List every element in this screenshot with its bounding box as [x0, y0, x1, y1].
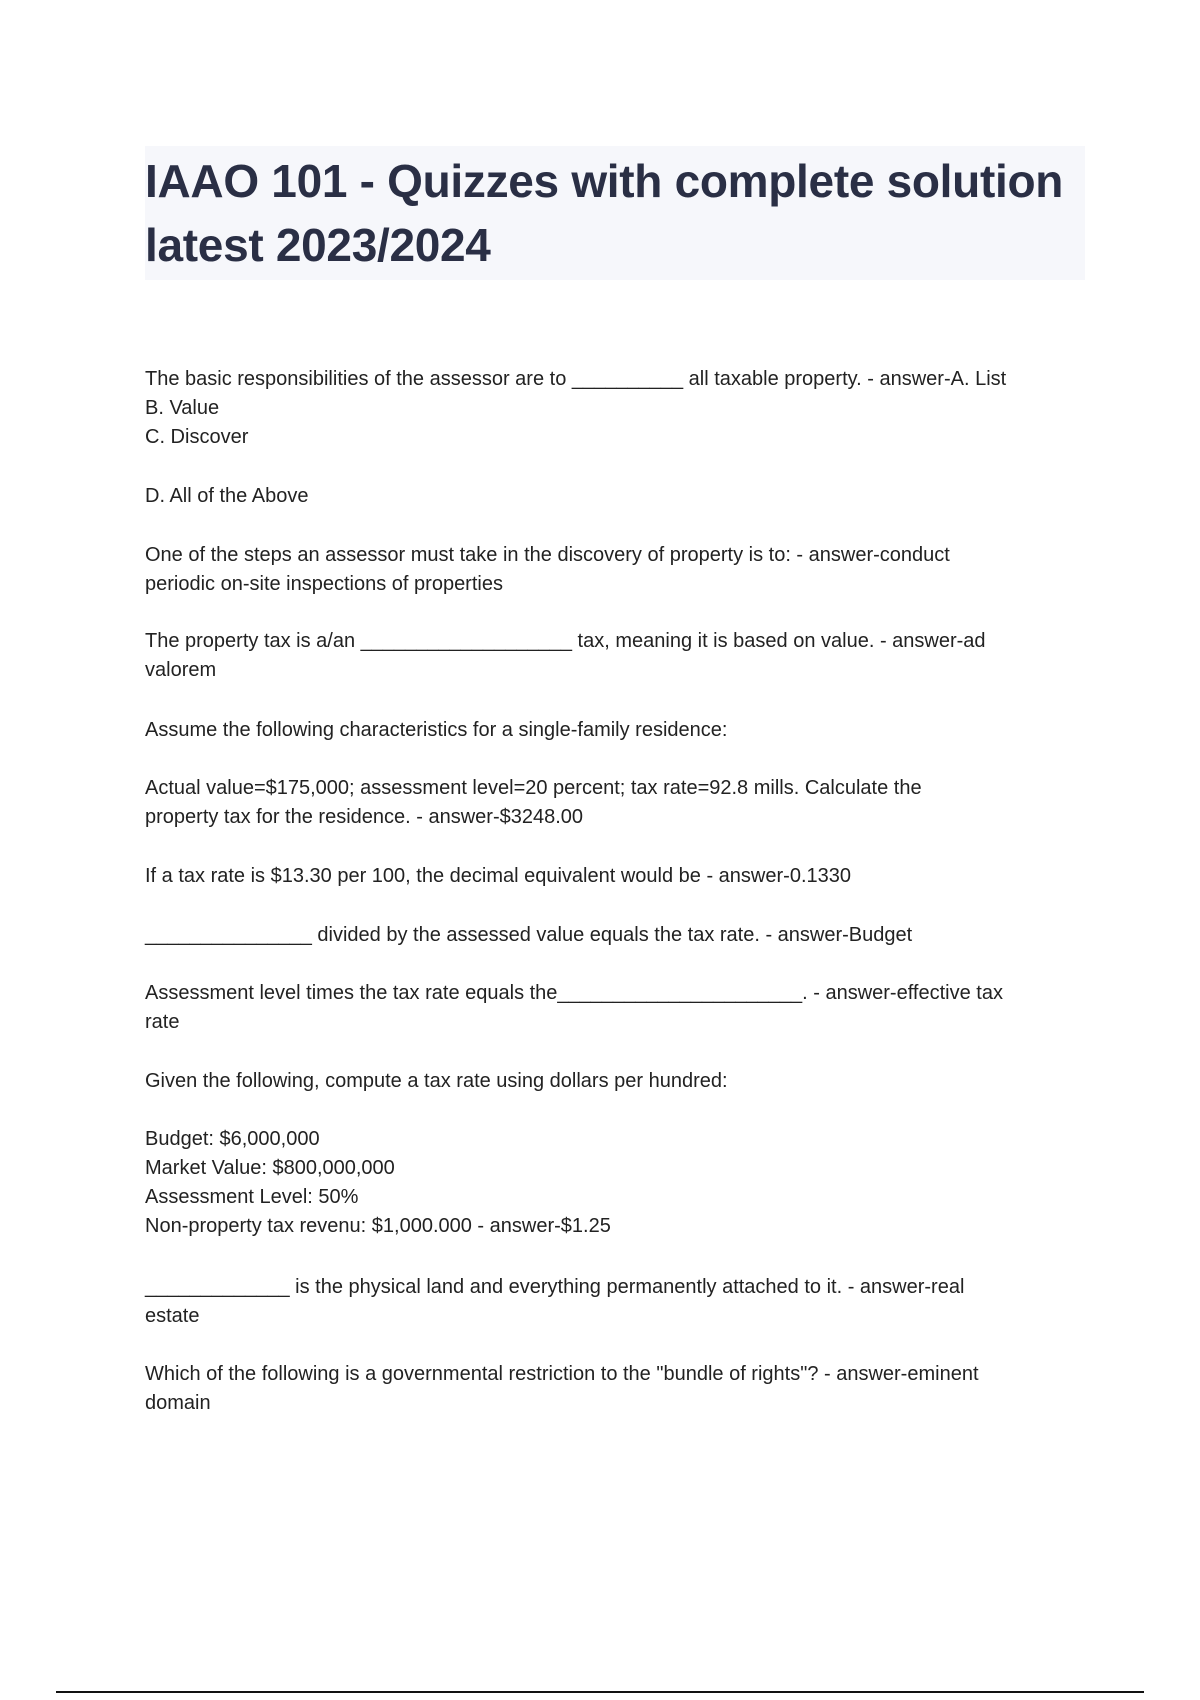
question-item [145, 365, 1095, 452]
question-line: rate [145, 1011, 180, 1033]
question-line: Non-property tax revenu: $1,000.000 - answer-$1.25 [145, 1215, 611, 1237]
question-line: Actual value=$175,000; assessment level=20 percent; tax rate=92.8 mills. Calculate the [145, 777, 922, 799]
question-line: D. All of the Above [145, 485, 309, 507]
question-line: domain [145, 1392, 211, 1414]
question-item [145, 716, 1095, 745]
question-line: Assume the following characteristics for a single-family residence: [145, 719, 728, 741]
question-line: periodic on-site inspections of properties [145, 573, 503, 595]
question-item [145, 541, 1095, 599]
question-item [145, 1273, 1095, 1331]
question-item [145, 1067, 1095, 1096]
question-line: B. Value [145, 397, 220, 419]
question-item [145, 482, 1095, 511]
question-line: _____________ is the physical land and everything permanently attached to it. - answer-real [145, 1276, 965, 1298]
question-line: Assessment Level: 50% [145, 1186, 359, 1208]
document-title: IAAO 101 - Quizzes with complete solution latest 2023/2024 [145, 155, 1064, 271]
question-line: C. Discover [145, 426, 249, 448]
question-line: _______________ divided by the assessed value equals the tax rate. - answer-Budget [145, 924, 913, 946]
question-item [145, 921, 1095, 950]
question-line: Assessment level times the tax rate equals the______________________. - answer-effective tax [145, 982, 1003, 1004]
question-item [145, 979, 1095, 1037]
question-item [145, 627, 1095, 685]
question-line: estate [145, 1305, 200, 1327]
question-line: The basic responsibilities of the assessor are to __________ all taxable property. - answer-A. List [145, 368, 1007, 390]
question-item [145, 774, 1095, 832]
question-line: If a tax rate is $13.30 per 100, the decimal equivalent would be - answer-0.1330 [145, 865, 851, 887]
question-line: property tax for the residence. - answer-$3248.00 [145, 806, 584, 828]
question-line: One of the steps an assessor must take in the discovery of property is to: - answer-conduct [145, 544, 950, 566]
question-line: The property tax is a/an ___________________ tax, meaning it is based on value. - answer-ad [145, 630, 986, 652]
question-line: Budget: $6,000,000 [145, 1128, 320, 1150]
question-item [145, 862, 1095, 891]
question-line: Given the following, compute a tax rate using dollars per hundred: [145, 1070, 728, 1092]
question-line: Market Value: $800,000,000 [145, 1157, 395, 1179]
question-line: Which of the following is a governmental restriction to the "bundle of rights"? - answer-eminent [145, 1363, 979, 1385]
question-item [145, 1125, 1095, 1241]
question-line: valorem [145, 659, 217, 681]
question-item [145, 1360, 1095, 1418]
title-banner [145, 146, 1085, 280]
page-footer-rule [56, 1691, 1144, 1693]
